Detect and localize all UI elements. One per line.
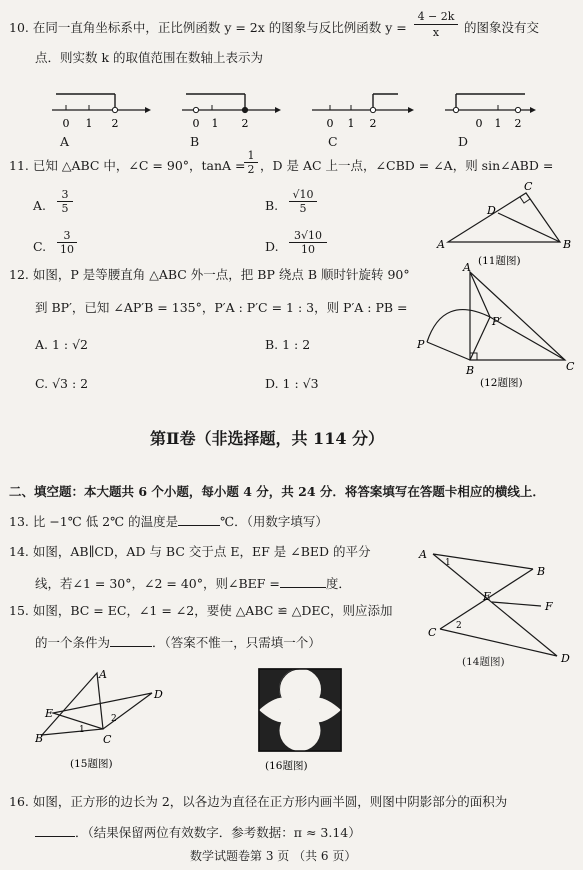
q11-label-d: D bbox=[487, 204, 496, 217]
q11-fraction bbox=[244, 149, 258, 176]
q12-option-c: C. √3 : 2 bbox=[35, 376, 89, 391]
q14-segment-ef bbox=[492, 602, 541, 606]
q16-caption: (16题图) bbox=[265, 760, 308, 772]
q16-line1: 16. 如图，正方形的边长为 2，以各边为直径在正方形内画半圆，则图中阴影部分的面积为 bbox=[9, 794, 508, 809]
q10-option-d: D bbox=[458, 134, 469, 149]
q14-caption: (14题图) bbox=[462, 656, 505, 668]
q14-line2 bbox=[35, 576, 351, 593]
q12-caption: (12题图) bbox=[480, 377, 523, 389]
q15-post: ．（答案不惟一，只需填一个） bbox=[152, 635, 321, 650]
q11-opt-d-num: 3√10 bbox=[293, 229, 322, 242]
q14-label-f: F bbox=[545, 600, 553, 613]
q11-frac-den: 2 bbox=[247, 163, 255, 176]
numberline-b bbox=[182, 94, 281, 130]
nl-d-tick-1: 1 bbox=[494, 117, 502, 130]
q12-figure bbox=[415, 262, 580, 392]
q12-label-a: A bbox=[463, 262, 471, 274]
q13-question bbox=[9, 514, 328, 531]
q11-opt-b-den: 5 bbox=[299, 202, 307, 215]
q10-option-c: C bbox=[328, 134, 338, 149]
q10-line1: 10. 在同一直角坐标系中，正比例函数 y = 2x 的图象与反比例函数 y = bbox=[9, 20, 407, 35]
section2-title: 第Ⅱ卷（非选择题，共 114 分） bbox=[150, 429, 385, 448]
q14-label-a: A bbox=[419, 548, 427, 561]
q15-line2 bbox=[35, 635, 321, 652]
q15-label-b: B bbox=[35, 732, 44, 745]
q14-figure bbox=[415, 540, 580, 668]
q12-line2: 到 BP′，已知 ∠AP′B = 135°，P′A : P′C = 1 : 3，则 P′A : PB = bbox=[35, 300, 408, 315]
q12-label-p-prime: P′ bbox=[492, 315, 502, 328]
q11-opt-d-den: 10 bbox=[301, 243, 315, 256]
nl-c-tick-0: 0 bbox=[326, 117, 334, 130]
q11-frac-num: 1 bbox=[247, 149, 255, 162]
q12-label-b: B bbox=[466, 364, 475, 377]
numberline-d bbox=[445, 94, 536, 130]
q15-pre: 的一个条件为 bbox=[35, 635, 111, 650]
q13-pre: 13. 比 −1℃ 低 2℃ 的温度是 bbox=[9, 514, 179, 529]
q12-triangle bbox=[470, 272, 565, 360]
q11-label-b: B bbox=[563, 238, 572, 251]
q10-number-lines bbox=[40, 85, 540, 135]
q11-caption: (11题图) bbox=[478, 255, 521, 267]
q10-option-b: B bbox=[190, 134, 200, 149]
fill-heading: 二、填空题：本大题共 6 个小题，每小题 4 分，共 24 分．将答案填写在答题卡相应的横线上． bbox=[9, 484, 545, 499]
nl-c-tick-2: 2 bbox=[369, 117, 377, 130]
nl-a-tick-2: 2 bbox=[111, 117, 119, 130]
q14-answer-blank[interactable] bbox=[280, 587, 326, 588]
q13-answer-blank[interactable] bbox=[178, 525, 220, 526]
q15-line1: 15. 如图，BC = EC，∠1 = ∠2，要使 △ABC ≌ △DEC，则应添加 bbox=[9, 603, 393, 618]
q15-label-d: D bbox=[154, 688, 163, 701]
q15-label-c: C bbox=[103, 733, 112, 746]
q10-line2: 点．则实数 k 的取值范围在数轴上表示为 bbox=[35, 50, 264, 65]
q14-angle-2: 2 bbox=[456, 621, 462, 631]
q15-angle-1: 1 bbox=[79, 725, 85, 735]
nl-a-tick-1: 1 bbox=[85, 117, 93, 130]
q12-option-b: B. 1 : 2 bbox=[265, 337, 311, 352]
q11-opt-c-num: 3 bbox=[63, 229, 71, 242]
q14-line1: 14. 如图，AB∥CD，AD 与 BC 交于点 E，EF 是 ∠BED 的平分 bbox=[9, 544, 371, 559]
q12-option-d: D. 1 : √3 bbox=[265, 376, 319, 391]
q16-line2 bbox=[35, 825, 361, 842]
q15-label-e: E bbox=[45, 707, 54, 720]
q10-frac-den: x bbox=[432, 26, 440, 39]
q14-post: 度． bbox=[325, 576, 351, 591]
q14-label-b: B bbox=[537, 565, 546, 578]
q10-fraction bbox=[414, 10, 458, 39]
q14-pre: 线，若∠1 = 30°，∠2 = 40°，则∠BEF = bbox=[35, 576, 280, 591]
q11-opt-a-letter: A. bbox=[33, 198, 47, 213]
nl-b-tick-0: 0 bbox=[192, 117, 200, 130]
q11-segment-bd bbox=[498, 213, 560, 242]
nl-b-tick-1: 1 bbox=[211, 117, 219, 130]
q15-caption: (15题图) bbox=[70, 758, 113, 770]
q15-figure bbox=[35, 667, 175, 777]
q15-label-a: A bbox=[99, 668, 107, 681]
q10-frac-num: 4 − 2k bbox=[417, 10, 455, 23]
q11-opt-c-letter: C. bbox=[33, 239, 47, 254]
q11-stem-a: 11. 已知 △ABC 中，∠C = 90°，tanA = bbox=[9, 158, 246, 173]
q16-post: ．（结果保留两位有效数字．参考数据：π ≈ 3.14） bbox=[75, 825, 361, 840]
q10-line1-end: 的图象没有交 bbox=[464, 20, 540, 35]
q15-answer-blank[interactable] bbox=[110, 646, 152, 647]
q12-line1: 12. 如图，P 是等腰直角 △ABC 外一点，把 BP 绕点 B 顺时针旋转 90° bbox=[9, 267, 410, 282]
q11-stem-b: ，D 是 AC 上一点，∠CBD = ∠A，则 sin∠ABD = bbox=[260, 158, 554, 173]
nl-c-tick-1: 1 bbox=[347, 117, 355, 130]
q11-label-c: C bbox=[524, 180, 533, 193]
q11-opt-a-den: 5 bbox=[61, 202, 69, 215]
q11-label-a: A bbox=[437, 238, 445, 251]
q15-angle-2: 2 bbox=[111, 714, 117, 724]
q14-label-e: E bbox=[483, 590, 492, 603]
q14-label-c: C bbox=[428, 626, 437, 639]
page-footer: 数学试题卷第 3 页 （共 6 页） bbox=[190, 849, 357, 863]
numberline-c bbox=[312, 94, 414, 130]
q13-post: ℃．（用数字填写） bbox=[220, 514, 328, 529]
q12-option-a: A. 1 : √2 bbox=[35, 337, 89, 352]
nl-a-tick-0: 0 bbox=[62, 117, 70, 130]
q11-opt-c-den: 10 bbox=[60, 243, 74, 256]
nl-d-tick-2: 2 bbox=[514, 117, 522, 130]
nl-d-tick-0: 0 bbox=[475, 117, 483, 130]
q14-label-d: D bbox=[561, 652, 570, 665]
q11-opt-b-num: √10 bbox=[292, 188, 314, 201]
nl-b-tick-2: 2 bbox=[241, 117, 249, 130]
q14-segment-cd bbox=[440, 629, 557, 656]
q11-opt-d-letter: D. bbox=[265, 239, 279, 254]
q12-label-c: C bbox=[566, 360, 575, 373]
q12-label-p: P bbox=[417, 338, 425, 351]
q16-answer-blank[interactable] bbox=[35, 836, 75, 837]
q10-option-a: A bbox=[60, 134, 70, 149]
numberline-a bbox=[52, 94, 151, 130]
q11-opt-a-num: 3 bbox=[61, 188, 69, 201]
q14-angle-1: 1 bbox=[445, 558, 451, 568]
q16-figure bbox=[255, 665, 345, 777]
q11-opt-b-letter: B. bbox=[265, 198, 279, 213]
